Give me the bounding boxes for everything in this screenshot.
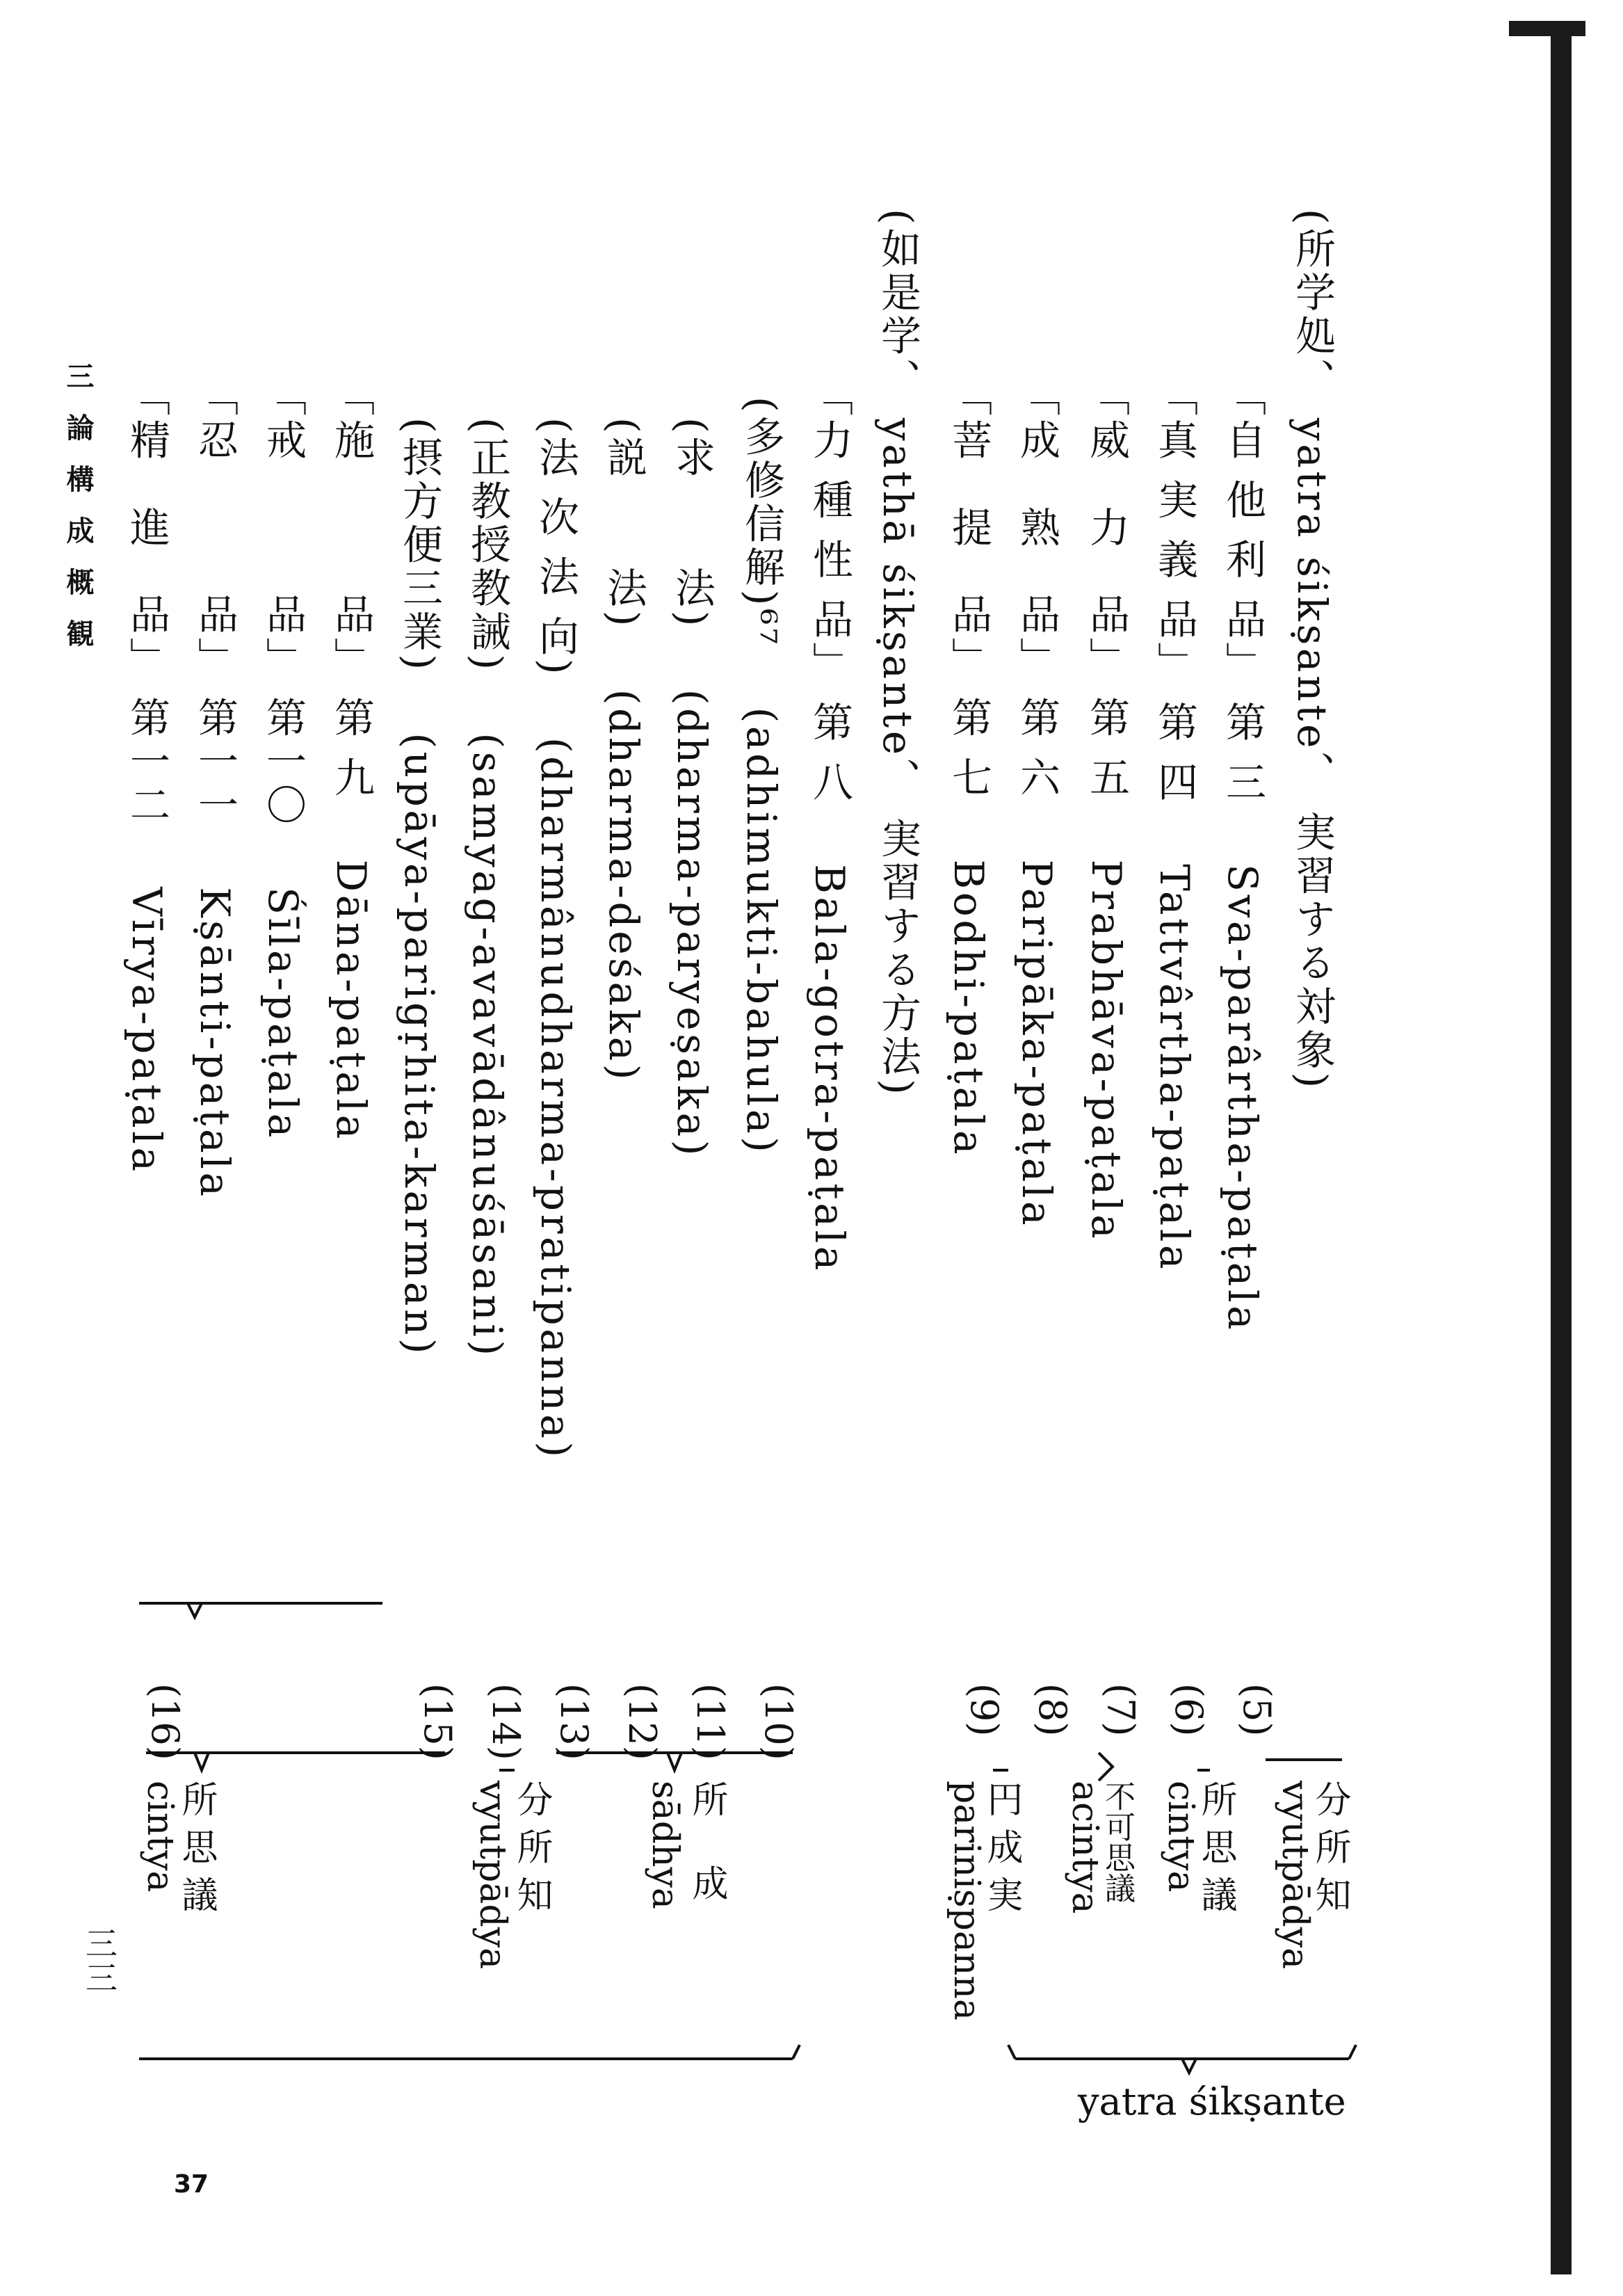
- gloss-14-roman: vyutpādya: [471, 1781, 513, 1970]
- number-6: (6): [1167, 1683, 1211, 1737]
- gloss-9-kanji: 円 成 実: [980, 1781, 1022, 1913]
- gloss-16-roman: cintya: [139, 1781, 181, 1893]
- chapter-3-line: 「自 他 利 品」 第 三 Sva-parârtha-paṭala: [1219, 376, 1266, 1333]
- chapter-7-line: 「菩 提 品」 第 七 Bodhi-paṭala: [945, 376, 992, 1158]
- number-12: (12): [620, 1683, 664, 1760]
- running-head: 三 論 構 成 概 観: [62, 362, 94, 654]
- number-5: (5): [1235, 1683, 1279, 1737]
- number-7: (7): [1099, 1683, 1142, 1737]
- yatra-section-heading: (所学処、 yatra śikṣante、 実習する対象): [1289, 209, 1336, 1091]
- chapter-5-line: 「威 力 品」 第 五 Prabhāva-paṭala: [1083, 376, 1130, 1242]
- number-14: (14): [484, 1683, 528, 1760]
- gloss-7-kanji: 不可思議: [1099, 1781, 1135, 1903]
- subsection-15-line: (摂方便三業) (upāya-parigṛhita-karman): [396, 417, 443, 1358]
- gloss-11-kanji: 所 成: [686, 1781, 727, 1901]
- yatha-section-heading: (如是学、 yathā śikṣante、 実習する方法): [874, 209, 921, 1098]
- gloss-6-kanji: 所 思 議: [1195, 1781, 1236, 1913]
- number-16: (16): [143, 1683, 187, 1760]
- chapter-10-line: 「戒 品」 第一〇 Śīla-paṭala: [259, 376, 307, 1141]
- gloss-11-roman: sādhya: [644, 1781, 686, 1909]
- number-9: (9): [962, 1683, 1006, 1737]
- chapter-8-line: 「力 種 性 品」 第 八 Bala-gotra-paṭala: [806, 376, 853, 1274]
- number-10: (10): [757, 1683, 800, 1760]
- page-number-kanji: 三三: [81, 1927, 118, 1996]
- gloss-6-roman: cintya: [1160, 1781, 1202, 1893]
- gloss-5-kanji: 分 所 知: [1309, 1781, 1350, 1913]
- number-8: (8): [1031, 1683, 1074, 1737]
- subsection-11-line: (求 法) (dharma-paryeṣaka): [668, 417, 716, 1159]
- subsection-10-line: (多修信解)⁶⁷ (adhimukti-bahula): [738, 396, 785, 1156]
- gloss-9-roman: pariniṣpanna: [946, 1781, 987, 2021]
- subsection-13-line: (法 次 法 向) (dharmânudharma-pratipanna): [532, 417, 579, 1461]
- chapter-11-line: 「忍 品」 第一一 Kṣānti-paṭala: [191, 376, 239, 1200]
- chapter-9-line: 「施 品」 第 九 Dāna-paṭala: [328, 376, 375, 1143]
- group-label-yatra: yatra śikṣante: [1078, 2080, 1346, 2124]
- gloss-7-roman: acintya: [1064, 1781, 1106, 1914]
- subsection-12-line: (説 法) (dharma-deśaka): [600, 417, 647, 1084]
- gloss-5-roman: vyutpādya: [1274, 1781, 1316, 1970]
- number-15: (15): [416, 1683, 460, 1760]
- subsection-14-line: (正教授教誡) (samyag-avavādânuśāsani): [464, 417, 511, 1359]
- gloss-16-kanji: 所 思 議: [175, 1781, 217, 1913]
- number-13: (13): [552, 1683, 596, 1760]
- number-11: (11): [688, 1683, 732, 1760]
- folio-number: 37: [174, 2170, 209, 2199]
- gloss-14-kanji: 分 所 知: [510, 1781, 552, 1913]
- chapter-12-line: 「精 進 品」 第一二 Vīrya-paṭala: [123, 376, 170, 1175]
- chapter-4-line: 「真 実 義 品」 第 四 Tattvârtha-paṭala: [1151, 376, 1198, 1273]
- chapter-6-line: 「成 熟 品」 第 六 Paripāka-paṭala: [1013, 376, 1060, 1229]
